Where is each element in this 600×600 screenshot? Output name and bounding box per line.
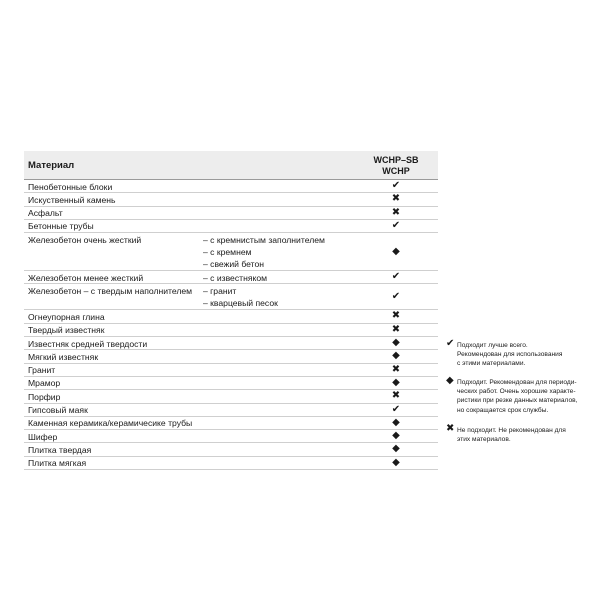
material-name: Известняк средней твердости xyxy=(28,338,148,349)
legend-line: ческих работ. Очень хорошие характе- xyxy=(457,388,576,396)
header-material: Материал xyxy=(28,160,75,171)
material-name: Железобетон менее жесткий xyxy=(28,272,144,283)
suitability-icon: ✔ xyxy=(391,219,401,231)
table-row xyxy=(24,430,438,443)
table-row xyxy=(24,310,438,323)
header-product-2: WCHP xyxy=(382,166,410,176)
legend-line: Подходит лучше всего. xyxy=(457,342,528,349)
header-product-1: WCHP–SB xyxy=(373,155,419,165)
material-name: Железобетон очень жесткий xyxy=(28,234,142,245)
material-name: Искуственный камень xyxy=(28,194,116,205)
material-name: Твердый известняк xyxy=(28,325,105,336)
material-name: Бетонные трубы xyxy=(28,221,94,232)
legend-text xyxy=(457,341,597,369)
material-name: Порфир xyxy=(28,391,61,402)
legend-icon: ✖ xyxy=(446,423,455,434)
suitability-icon: ✖ xyxy=(391,390,401,402)
material-name: Каменная керамика/керамичесике трубы xyxy=(28,418,193,429)
material-subtype: – свежий бетон xyxy=(203,259,265,270)
suitability-icon: ◆ xyxy=(392,430,400,442)
material-name: Пенобетонные блоки xyxy=(28,181,113,192)
material-subtype: – кварцевый песок xyxy=(203,298,278,309)
suitability-icon: ◆ xyxy=(392,456,400,468)
legend-line: с этими материалами. xyxy=(457,360,526,368)
table-header xyxy=(24,151,438,180)
material-name: Мягкий известняк xyxy=(28,351,99,362)
suitability-icon: ✖ xyxy=(391,206,401,218)
suitability-icon: ◆ xyxy=(392,350,400,362)
table-row xyxy=(24,417,438,430)
material-name: Шифер xyxy=(28,431,58,442)
material-subtype: – с известняком xyxy=(203,272,268,283)
legend-text xyxy=(457,378,597,415)
table-row xyxy=(24,337,438,350)
table-row xyxy=(24,457,438,470)
material-name: Гранит xyxy=(28,365,56,376)
material-name: Гипсовый маяк xyxy=(28,405,88,416)
legend-line: Рекомендован для использования xyxy=(457,351,563,359)
legend-line: Подходит. Рекомендован для периоди- xyxy=(457,379,577,386)
table-row xyxy=(24,207,438,220)
table-row xyxy=(24,193,438,206)
material-name: Плитка твердая xyxy=(28,444,92,455)
suitability-icon: ✔ xyxy=(391,271,401,283)
table-row xyxy=(24,390,438,403)
legend-line: Не подходит. Не рекомендован для xyxy=(457,427,566,434)
material-name: Мрамор xyxy=(28,378,61,389)
suitability-icon: ◆ xyxy=(392,443,400,455)
suitability-icon: ◆ xyxy=(392,376,400,388)
table-row xyxy=(24,180,438,193)
legend-icon: ◆ xyxy=(446,375,454,386)
material-name: Огнеупорная глина xyxy=(28,311,105,322)
table-row xyxy=(24,324,438,337)
table-row xyxy=(24,233,438,271)
table-row xyxy=(24,284,438,310)
material-name: Железобетон – с твердым наполнителем xyxy=(28,285,193,296)
material-name: Плитка мягкая xyxy=(28,458,87,469)
suitability-icon: ◆ xyxy=(392,337,400,349)
suitability-icon: ◆ xyxy=(392,416,400,428)
suitability-icon: ✖ xyxy=(391,310,401,322)
table-row xyxy=(24,350,438,363)
legend-line: этих материалов. xyxy=(457,436,511,444)
legend-line: ристики при резке данных материалов, xyxy=(457,397,578,405)
legend-text xyxy=(457,426,597,444)
header-product-column xyxy=(346,155,446,177)
materials-table xyxy=(24,151,438,470)
material-name: Асфальт xyxy=(28,208,63,219)
suitability-icon: ✖ xyxy=(391,363,401,375)
table-row xyxy=(24,377,438,390)
suitability-icon: ✖ xyxy=(391,323,401,335)
table-row xyxy=(24,404,438,417)
suitability-icon: ◆ xyxy=(392,246,400,258)
suitability-icon: ✔ xyxy=(391,403,401,415)
material-subtype: – гранит xyxy=(203,285,237,296)
legend-line: но сокращается срок службы. xyxy=(457,406,549,414)
table-row xyxy=(24,220,438,233)
table-row xyxy=(24,443,438,456)
legend-icon: ✔ xyxy=(446,338,455,349)
table-row xyxy=(24,271,438,284)
suitability-icon: ✔ xyxy=(391,180,401,191)
suitability-icon: ✔ xyxy=(391,291,401,303)
material-subtype: – с кремнем xyxy=(203,246,252,257)
table-row xyxy=(24,364,438,377)
suitability-icon: ✖ xyxy=(391,193,401,205)
table-body xyxy=(24,180,438,470)
material-subtype: – с кремнистым заполнителем xyxy=(203,234,325,245)
